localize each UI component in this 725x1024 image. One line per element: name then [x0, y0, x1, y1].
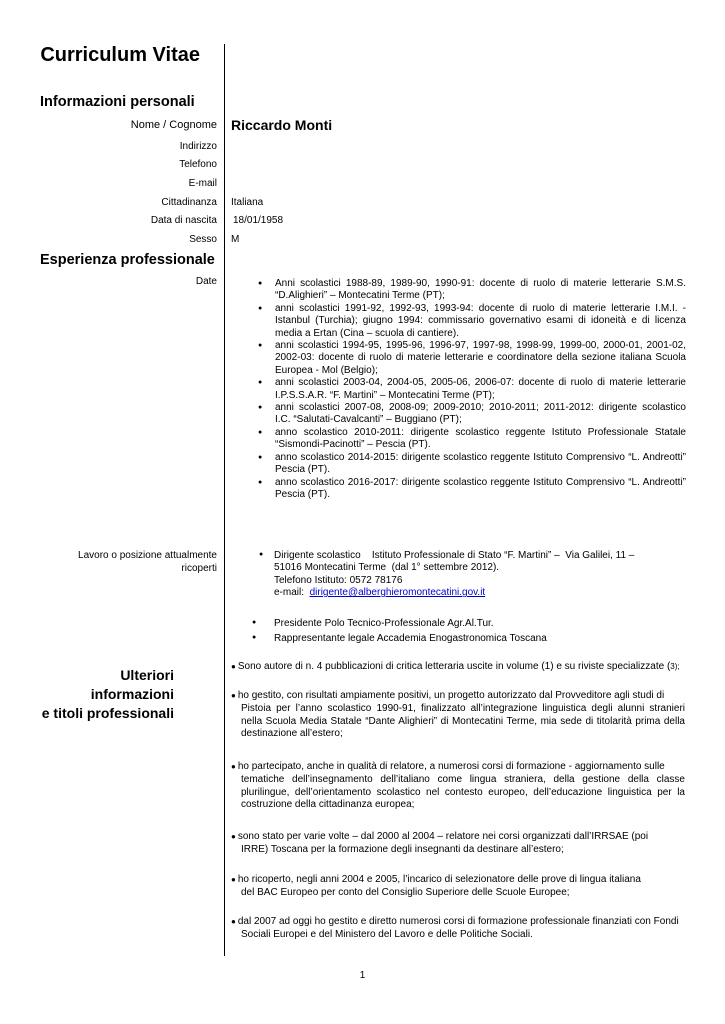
value-citizenship: Italiana [231, 197, 264, 208]
label-birthdate: Data di nascita [150, 215, 217, 226]
label-current-position: Lavoro o posizione attualmente ricoperti [78, 550, 217, 574]
heading-line: e titoli professionali [41, 705, 174, 721]
further-paragraph-3 [231, 761, 685, 812]
label-name: Nome / Cognome [130, 119, 217, 131]
email-prefix: e-mail: [274, 587, 305, 599]
label-dates: Date [195, 276, 217, 287]
label-email: E-mail [188, 178, 217, 189]
current-position-line: Dirigente scolastico Istituto Professionale di Stato “F. Martini” – Via Galilei, 11 – [274, 550, 635, 561]
page-number: 1 [359, 970, 366, 981]
further-paragraph-1 [231, 661, 685, 674]
list-item: ● anni scolastici 2003-04, 2004-05, 2005-06, 2006-07: docente di ruolo di materie letterarie I.P.S.S.A.R. “F. Martini” – Montecatini Terme (PT); [258, 377, 686, 402]
section-heading-experience: Esperienza professionale [40, 252, 215, 268]
paragraph-text: Sociali Europei e del Ministero del Lavoro e delle Politiche Sociali. [241, 928, 533, 940]
value-sex: M [231, 234, 240, 245]
bullet-icon: ● [259, 551, 264, 558]
list-item: ● anni scolastici 1994-95, 1995-96, 1996-97, 1997-98, 1998-99, 1999-00, 2000-01, 2001-02, 2002-03: docente di ruolo di materie letterarie e coordinatore della sezione italiana Scuola Europea - Mol (Belgio); [258, 340, 686, 377]
bullet-icon: ● [231, 832, 236, 841]
list-item: ● anni scolastici 1991-92, 1992-93, 1993-94: docente di ruolo di materie letterarie I.M.I. - Istanbul (Turchia); giugno 1994: commissario governativo esami di idoneità e di licenza media a Ertan (Cina – scuola di cantiere). [258, 303, 686, 340]
further-paragraph-2 [231, 690, 685, 741]
paragraph-text: IRRE) Toscana per la formazione degli insegnanti da destinare all’estero; [241, 843, 564, 855]
value-birthdate: 18/01/1958 [233, 215, 284, 226]
extra-role-2: Rappresentante legale Accademia Enogastronomica Toscana [274, 633, 547, 644]
institute-email-link[interactable]: dirigente@alberghieromontecatini.gov.it [309, 587, 486, 599]
bullet-icon: ● [231, 762, 236, 771]
bullet-icon: ● [231, 662, 236, 671]
current-position-block [274, 550, 634, 600]
paragraph-text: Sono autore di n. 4 pubblicazioni di critica letteraria uscite in volume (1) e su riviste specializzate ( [237, 661, 671, 672]
bullet-icon: ● [231, 691, 236, 700]
institute-email-line [274, 587, 634, 599]
paragraph-text: del BAC Europeo per conto del Consiglio Superiore delle Scuole Europee; [241, 886, 570, 898]
list-item: ● anni scolastici 2007-08, 2008-09; 2009-2010; 2010-2011; 2011-2012: dirigente scolastico I.C. “Salutati-Cavalcanti” – Buggiano (PT); [258, 402, 686, 427]
bullet-icon: ● [231, 875, 236, 884]
bullet-icon: ● [252, 619, 257, 626]
further-paragraph-4 [231, 831, 685, 857]
paragraph-text: sono stato per varie volte – dal 2000 al 2004 – relatore nei corsi organizzati dall’IRRSAE (poi [237, 831, 649, 842]
bullet-icon: ● [252, 634, 257, 641]
paragraph-text: Pistoia per l’anno scolastico 1990-91, finalizzato all’integrazione linguistica degli alunni stranieri nella Scuola Media Statale “Dante Alighieri” di Montecatini Terme, mia sede di titolarità prima della destinazione all’estero; [241, 702, 685, 740]
document-title: Curriculum Vitae [40, 44, 200, 66]
list-item: ● anno scolastico 2010-2011: dirigente scolastico reggente Istituto Professionale Statale “Sismondi-Pacinotti” – Pescia (PT). [258, 427, 686, 452]
paragraph-text: ho ricoperto, negli anni 2004 e 2005, l’incarico di selezionatore delle prove di lingua italiana [237, 874, 641, 885]
paragraph-text: tematiche dell’insegnamento dell’italiano come lingua straniera, della gestione della classe plurilingue, dell’orientamento scolastico nel contesto europeo, dell’educazione linguistica per la costruzione della cittadinanza europea; [241, 773, 685, 811]
label-address: Indirizzo [179, 141, 217, 152]
paragraph-text: ho gestito, con risultati ampiamente positivi, un progetto autorizzato dal Provveditore agli studi di [237, 690, 665, 701]
label-phone: Telefono [179, 159, 217, 170]
paragraph-text: dal 2007 ad oggi ho gestito e diretto numerosi corsi di formazione professionale finanziati con Fondi [237, 916, 679, 927]
further-paragraph-5 [231, 874, 685, 900]
list-item: ● anno scolastico 2014-2015: dirigente scolastico reggente Istituto Comprensivo “L. Andreotti” Pescia (PT). [258, 452, 686, 477]
further-paragraph-6 [231, 916, 685, 942]
list-item: ● anno scolastico 2016-2017: dirigente scolastico reggente Istituto Comprensivo “L. Andreotti” Pescia (PT). [258, 477, 686, 502]
label-sex: Sesso [189, 234, 217, 245]
extra-role-1: Presidente Polo Tecnico-Professionale Agr.Al.Tur. [274, 618, 494, 629]
column-divider [224, 44, 225, 956]
paragraph-text: ho partecipato, anche in qualità di relatore, a numerosi corsi di formazione - aggiornamento sulle [237, 761, 665, 772]
value-name: Riccardo Monti [231, 117, 333, 133]
institute-phone: Telefono Istituto: 0572 78176 [274, 574, 403, 586]
list-item: ● Anni scolastici 1988-89, 1989-90, 1990-91: docente di ruolo di materie letterarie S.M.S. “D.Alighieri” – Montecatini Terme (PT); [258, 278, 686, 303]
section-heading-personal: Informazioni personali [40, 94, 195, 110]
experience-list [258, 278, 686, 501]
bullet-icon: ● [231, 917, 236, 926]
label-citizenship: Cittadinanza [161, 197, 217, 208]
current-address-line: 51016 Montecatini Terme (dal 1° settembre 2012). [274, 562, 500, 574]
section-heading-further [34, 666, 174, 723]
paragraph-text-small: 3); [670, 662, 680, 671]
heading-line: Ulteriori informazioni [90, 667, 174, 702]
